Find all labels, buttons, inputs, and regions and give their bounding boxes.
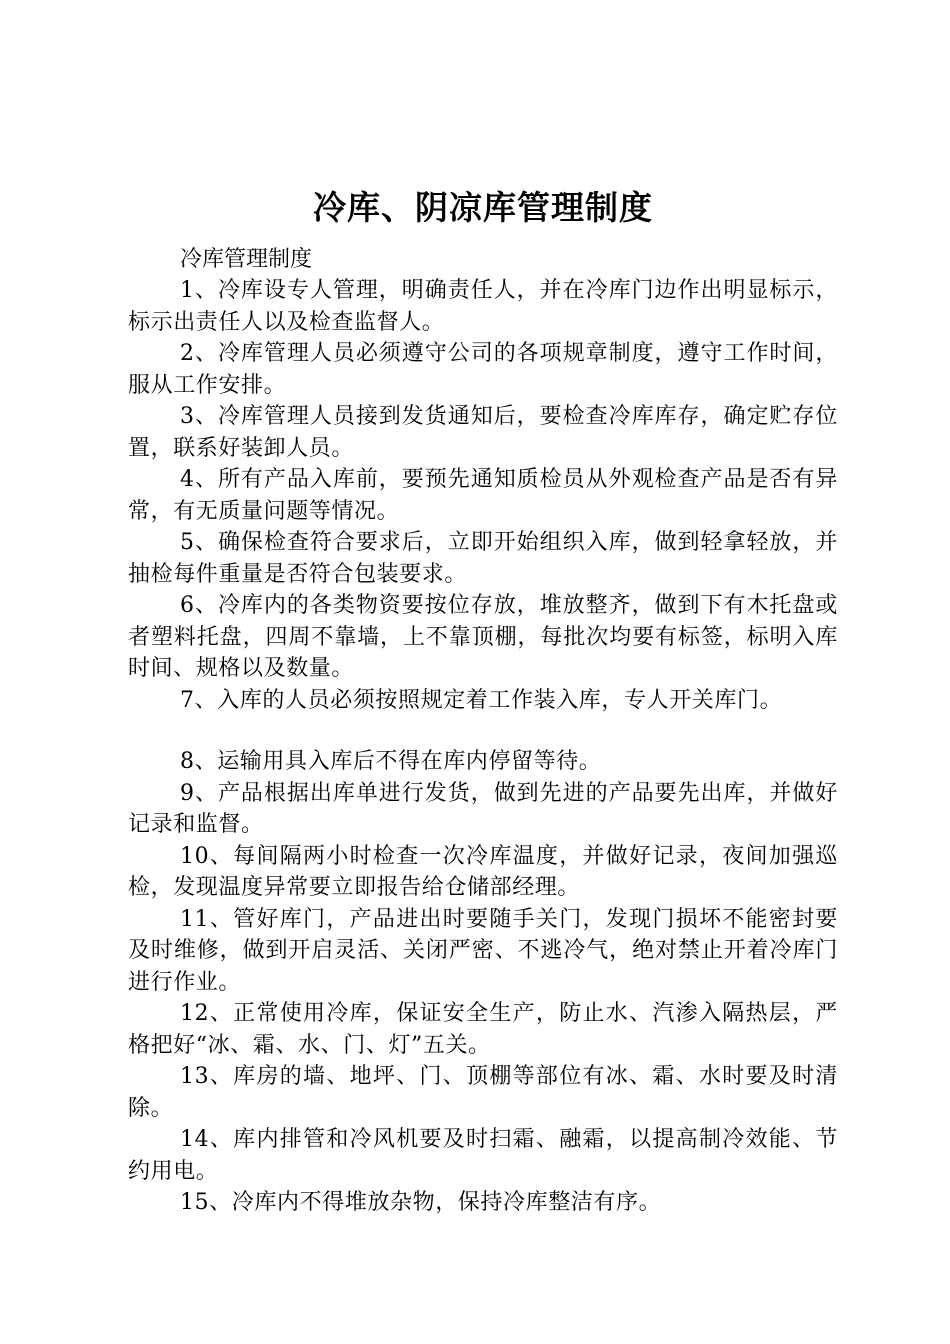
regulation-item-2: 2、冷库管理人员必须遵守公司的各项规章制度，遵守工作时间，服从工作安排。 — [128, 341, 838, 398]
regulation-item-9: 9、产品根据出库单进行发货，做到先进的产品要先出库，并做好记录和监督。 — [128, 780, 838, 837]
regulation-item-14: 14、库内排管和冷风机要及时扫霜、融霜，以提高制冷效能、节约用电。 — [128, 1127, 838, 1184]
regulation-item-11: 11、管好库门，产品进出时要随手关门，发现门损坏不能密封要及时维修，做到开启灵活、关闭严密、不逃冷气，绝对禁止开着冷库门进行作业。 — [128, 906, 838, 995]
regulation-item-15: 15、冷库内不得堆放杂物，保持冷库整洁有序。 — [180, 1190, 662, 1215]
regulation-item-1: 1、冷库设专人管理，明确责任人，并在冷库门边作出明显标示，标示出责任人以及检查监督人。 — [128, 278, 838, 335]
regulation-item-6: 6、冷库内的各类物资要按位存放，堆放整齐，做到下有木托盘或者塑料托盘，四周不靠墙，上不靠顶棚，每批次均要有标签，标明入库时间、规格以及数量。 — [128, 593, 838, 681]
section-heading: 冷库管理制度 — [180, 247, 313, 272]
regulation-item-5: 5、确保检查符合要求后，立即开始组织入库，做到轻拿轻放，并抽检每件重量是否符合包装要求。 — [128, 530, 838, 587]
document-title: 冷库、阴凉库管理制度 — [313, 188, 653, 227]
regulation-item-12: 12、正常使用冷库，保证安全生产，防止水、汽渗入隔热层，严格把好“冰、霜、水、门、灯”五关。 — [128, 1001, 838, 1058]
regulation-item-4: 4、所有产品入库前，要预先通知质检员从外观检查产品是否有异常，有无质量问题等情况。 — [128, 467, 838, 524]
regulation-item-10: 10、每间隔两小时检查一次冷库温度，并做好记录，夜间加强巡检，发现温度异常要立即报告给仓储部经理。 — [128, 843, 838, 900]
regulation-item-3: 3、冷库管理人员接到发货通知后，要检查冷库库存，确定贮存位置，联系好装卸人员。 — [128, 404, 838, 461]
document-page — [128, 182, 838, 1219]
regulation-item-8: 8、运输用具入库后不得在库内停留等待。 — [180, 749, 602, 774]
regulation-item-7: 7、入库的人员必须按照规定着工作装入库，专人开关库门。 — [180, 687, 783, 713]
regulation-item-13: 13、库房的墙、地坪、门、顶棚等部位有冰、霜、水时要及时清除。 — [128, 1064, 838, 1121]
